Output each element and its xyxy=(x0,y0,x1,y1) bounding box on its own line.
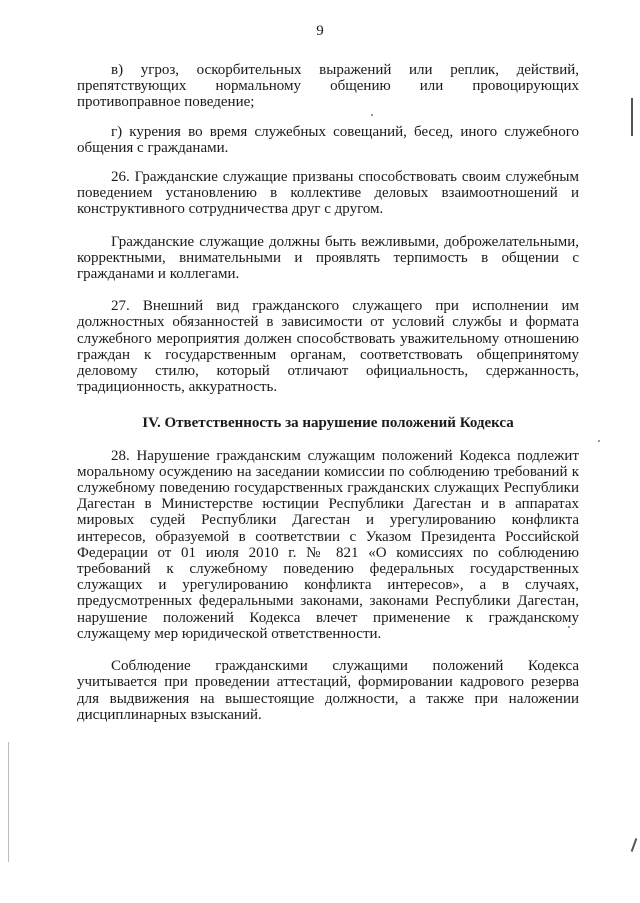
paragraph-27: 27. Внешний вид гражданского служащего при исполнении им должностных обязанностей в зависимости от условий службы и формата служебного мероприятия должен способствовать уважительному отношению граждан к государственным органам, соответствовать общепринятому деловому стилю, который отличают официальность, сдержанность, традиционность, аккуратность. xyxy=(77,298,579,396)
scan-edge-mark xyxy=(631,98,633,136)
section-heading: IV. Ответственность за нарушение положений Кодекса xyxy=(142,415,514,432)
paragraph-26-cont: Гражданские служащие должны быть вежливыми, доброжелательными, корректными, внимательными и проявлять терпимость в общении с гражданами и коллегами. xyxy=(77,233,579,283)
page-number: 9 xyxy=(316,23,324,39)
scan-speck xyxy=(568,626,570,628)
paragraph-28: 28. Нарушение гражданским служащим положений Кодекса подлежит моральному осуждению на заседании комиссии по соблюдению требований к служебному поведению государственных гражданских служащих Республики Дагестан в Министерстве юстиции Республики Дагестан и в аппаратах мировых судей Республики Дагестан и урегулированию конфликта интересов, образуемой в соответствии с Указом Президента Российской Федерации от 01 июля 2010 г. № 821 «О комиссиях по соблюдению требований к служебному поведению федеральных государственных служащих и урегулированию конфликта интересов», а в случаях, предусмотренных федеральными законами, законами Республики Дагестан, нарушение положений Кодекса влечет применение к гражданскому служащему мер юридической ответственности. xyxy=(77,447,579,642)
document-body xyxy=(77,62,579,739)
scan-speck xyxy=(598,440,600,442)
scan-edge-mark xyxy=(631,838,638,852)
paragraph-v: в) угроз, оскорбительных выражений или реплик, действий, препятствующих нормальному общению или провоцирующих противоправное поведение; xyxy=(77,62,579,111)
paragraph-g: г) курения во время служебных совещаний, бесед, иного служебного общения с гражданами. xyxy=(77,123,579,156)
paragraph-28-cont: Соблюдение гражданскими служащими положений Кодекса учитывается при проведении аттестаций, формировании кадрового резерва для выдвижения на вышестоящие должности, а также при наложении дисциплинарных взысканий. xyxy=(77,658,579,723)
scan-speck xyxy=(371,114,373,116)
paragraph-26: 26. Гражданские служащие призваны способствовать своим служебным поведением установлению в коллективе деловых взаимоотношений и конструктивного сотрудничества друг с другом. xyxy=(77,169,579,218)
scan-edge-mark xyxy=(8,742,9,862)
